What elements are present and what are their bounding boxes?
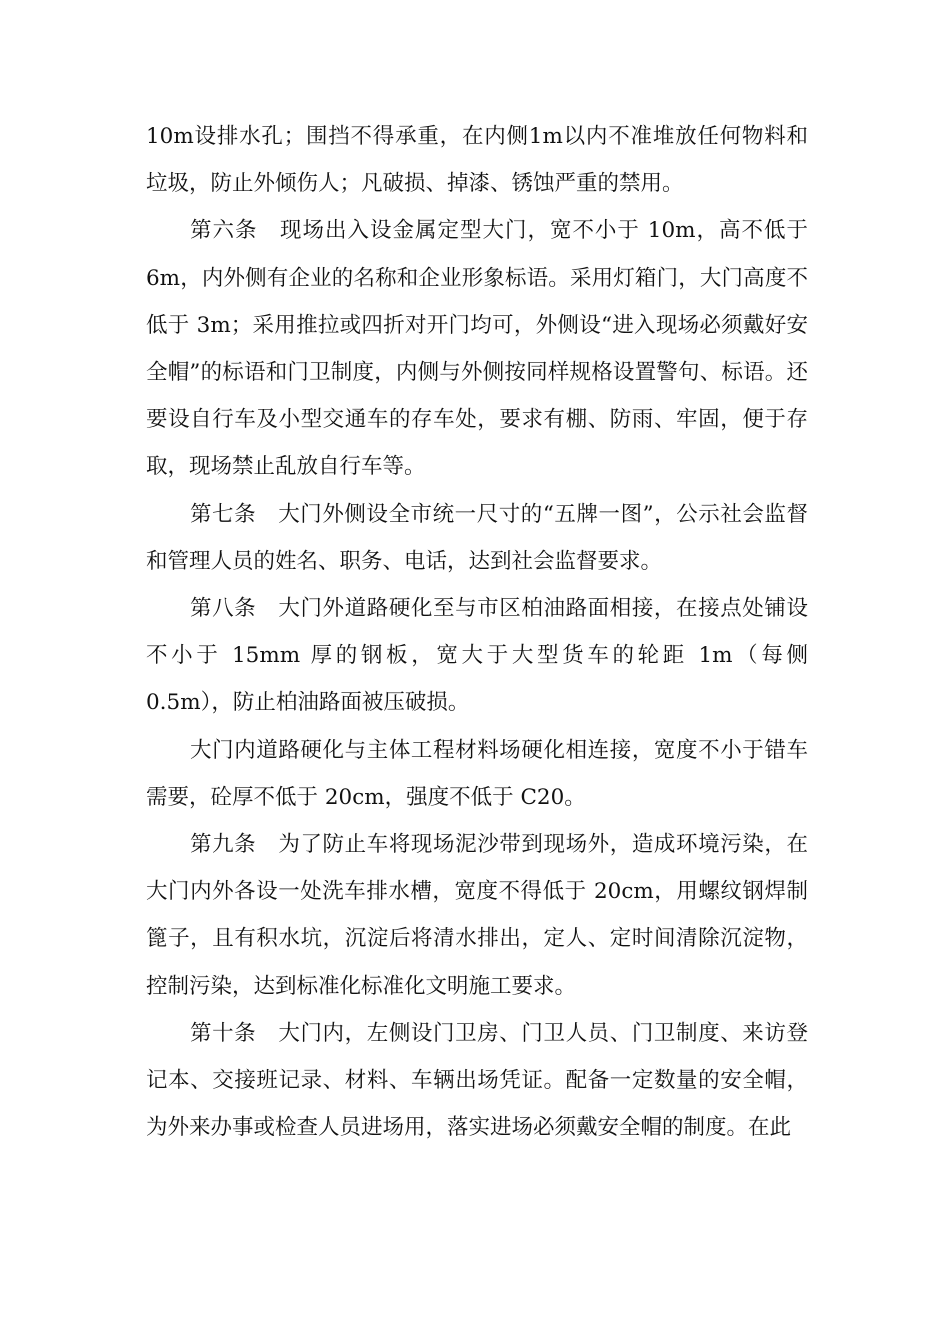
paragraph-article-9: 第九条 为了防止车将现场泥沙带到现场外，造成环境污染，在大门内外各设一处洗车排水槽，宽度不得低于 20cm，用螺纹钢焊制篦子，且有积水坑，沉淀后将清水排出，定人、定时间清除沉淀物，控制污染，达到标准化标准化文明施工要求。 [146, 832, 808, 999]
paragraph-continued-drainage: 10m设排水孔；围挡不得承重，在内侧1m以内不准堆放任何物料和垃圾，防止外倾伤人；凡破损、掉漆、锈蚀严重的禁用。 [146, 124, 808, 197]
paragraph-gate-road: 大门内道路硬化与主体工程材料场硬化相连接，宽度不小于错车需要，砼厚不低于 20cm，强度不低于 C20。 [146, 737, 808, 810]
paragraph-article-10: 第十条 大门内，左侧设门卫房、门卫人员、门卫制度、来访登记本、交接班记录、材料、车辆出场凭证。配备一定数量的安全帽，为外来办事或检查人员进场用，落实进场必须戴安全帽的制度。在此 [146, 1020, 808, 1141]
paragraph-article-7: 第七条 大门外侧设全市统一尺寸的“五牌一图”，公示社会监督和管理人员的姓名、职务、电话，达到社会监督要求。 [146, 501, 808, 574]
paragraph-article-8: 第八条 大门外道路硬化至与市区柏油路面相接，在接点处铺设不小于 15mm 厚的钢板，宽大于大型货车的轮距 1m（每侧 0.5m），防止柏油路面被压破损。 [146, 596, 808, 716]
paragraph-article-6: 第六条 现场出入设金属定型大门，宽不小于 10m，高不低于6m，内外侧有企业的名称和企业形象标语。采用灯箱门，大门高度不低于 3m；采用推拉或四折对开门均可，外侧设“进入现场必须戴好安全帽”的标语和门卫制度，内侧与外侧按同样规格设置警句、标语。还要设自行车及小型交通车的存车处，要求有棚、防雨、牢固，便于存取，现场禁止乱放自行车等。 [146, 218, 808, 480]
body-text [146, 113, 808, 1151]
